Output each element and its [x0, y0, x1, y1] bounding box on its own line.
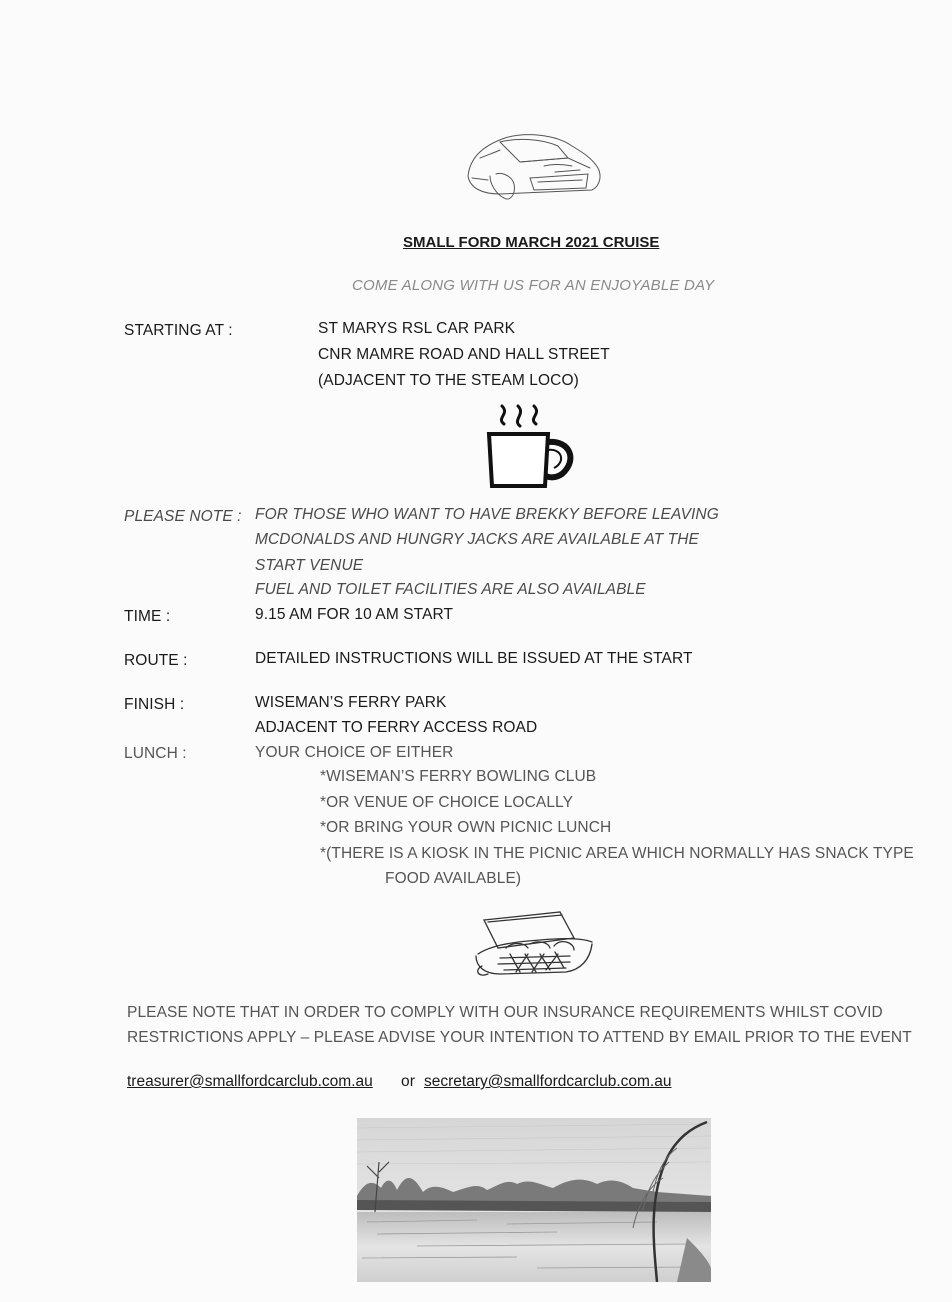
- starting-line-1: ST MARYS RSL CAR PARK: [318, 320, 516, 337]
- lunch-option-4-continuation: FOOD AVAILABLE): [385, 870, 522, 887]
- secretary-email-link[interactable]: secretary@smallfordcarclub.com.au: [424, 1073, 672, 1090]
- finish-label: FINISH :: [124, 696, 185, 713]
- picnic-basket-icon: [470, 908, 598, 980]
- insurance-line-2: RESTRICTIONS APPLY – PLEASE ADVISE YOUR INTENTION TO ATTEND BY EMAIL PRIOR TO THE EVENT: [127, 1029, 912, 1046]
- coffee-cup-icon: [482, 402, 582, 492]
- insurance-line-1: PLEASE NOTE THAT IN ORDER TO COMPLY WITH OUR INSURANCE REQUIREMENTS WHILST COVID: [127, 1004, 883, 1021]
- river-landscape-sketch: [357, 1118, 711, 1282]
- car-sketch-icon: [460, 128, 610, 210]
- route-label: ROUTE :: [124, 652, 188, 669]
- starting-line-2: CNR MAMRE ROAD AND HALL STREET: [318, 346, 610, 363]
- lunch-intro: YOUR CHOICE OF EITHER: [255, 744, 454, 761]
- tagline: COME ALONG WITH US FOR AN ENJOYABLE DAY: [352, 277, 715, 294]
- finish-line-1: WISEMAN’S FERRY PARK: [255, 694, 447, 711]
- lunch-label: LUNCH :: [124, 745, 187, 762]
- note-line-2: MCDONALDS AND HUNGRY JACKS ARE AVAILABLE AT THE: [255, 531, 699, 548]
- note-label: PLEASE NOTE :: [124, 508, 242, 525]
- lunch-option-1: *WISEMAN’S FERRY BOWLING CLUB: [320, 768, 597, 785]
- note-line-3: START VENUE: [255, 557, 364, 574]
- note-line-1: FOR THOSE WHO WANT TO HAVE BREKKY BEFORE LEAVING: [255, 506, 719, 523]
- time-value: 9.15 AM FOR 10 AM START: [255, 606, 454, 623]
- email-separator: or: [401, 1073, 415, 1090]
- route-value: DETAILED INSTRUCTIONS WILL BE ISSUED AT THE START: [255, 650, 693, 667]
- lunch-option-2: *OR VENUE OF CHOICE LOCALLY: [320, 794, 574, 811]
- starting-label: STARTING AT :: [124, 322, 233, 339]
- time-label: TIME :: [124, 608, 171, 625]
- note-line-4: FUEL AND TOILET FACILITIES ARE ALSO AVAILABLE: [255, 581, 646, 598]
- starting-line-3: (ADJACENT TO THE STEAM LOCO): [318, 372, 579, 389]
- treasurer-email-link[interactable]: treasurer@smallfordcarclub.com.au: [127, 1073, 373, 1090]
- finish-line-2: ADJACENT TO FERRY ACCESS ROAD: [255, 719, 538, 736]
- lunch-option-4: *(THERE IS A KIOSK IN THE PICNIC AREA WHICH NORMALLY HAS SNACK TYPE: [320, 845, 914, 862]
- lunch-option-3: *OR BRING YOUR OWN PICNIC LUNCH: [320, 819, 612, 836]
- page-title: SMALL FORD MARCH 2021 CRUISE: [403, 234, 660, 251]
